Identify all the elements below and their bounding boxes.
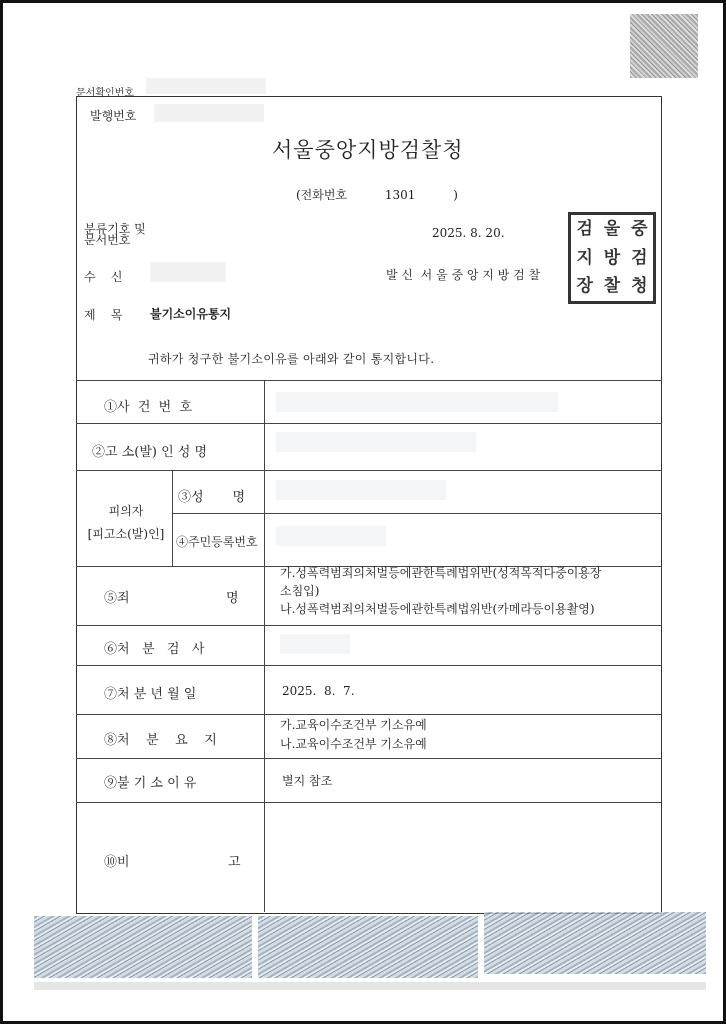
case-info-redaction <box>276 392 558 412</box>
non-indictment-reason-label: ⑨불 기 소 이 유 <box>104 776 197 791</box>
summary-line: 가.교육이수조건부 기소유예 <box>280 718 427 732</box>
disposition-summary-label: ⑧처 분 요 지 <box>104 733 217 748</box>
charge-label-end: 명 <box>226 591 239 606</box>
table-rule <box>76 758 662 759</box>
agency-title: 서울중앙지방검찰청 <box>272 138 464 162</box>
seal-char: 검 <box>576 219 593 239</box>
prosecutor-redaction <box>280 634 350 654</box>
seal-char: 청 <box>631 276 648 297</box>
table-column-divider <box>172 470 173 566</box>
seal-char: 지 <box>576 247 593 268</box>
suspect-group-label <box>84 502 168 542</box>
corner-seal-image <box>630 14 698 78</box>
rrn-label: ④주민등록번호 <box>176 535 258 549</box>
bottom-scan-strip-right <box>484 912 706 974</box>
charge-line: 가.성폭력범죄의처벌등에관한특례법위반(성적목적다중이용장 <box>280 566 602 580</box>
table-rule <box>76 423 662 424</box>
table-rule <box>76 625 662 626</box>
sender-line: 발 신 서 울 중 앙 지 방 검 찰 <box>386 268 541 282</box>
suspect-name-label: ③성 명 <box>178 490 246 505</box>
charge-line: 소침입) <box>280 584 320 598</box>
recipient-label: 수 신 <box>84 270 123 284</box>
seal-char: 검 <box>631 247 648 268</box>
seal-char: 울 <box>603 219 621 239</box>
rrn-redaction <box>276 526 386 546</box>
phone-label: (전화번호 <box>296 188 348 202</box>
case-no-label: ①사 건 번 호 <box>104 400 193 415</box>
seal-char: 방 <box>603 247 621 268</box>
table-rule <box>76 380 662 381</box>
doc-check-redaction <box>146 78 266 94</box>
charge-line: 나.성폭력범죄의처벌등에관한특례법위반(카메라등이용촬영) <box>280 602 595 616</box>
classification-label-line1: 분류기호 및 <box>84 222 146 236</box>
bottom-scan-strip-middle <box>258 916 478 978</box>
table-rule <box>172 513 662 514</box>
suspect-label: 피의자 <box>108 504 144 518</box>
charge-value <box>280 564 601 618</box>
phone-close: ) <box>453 188 458 202</box>
classification-label-line2: 문서번호 <box>84 233 131 247</box>
complainant-label: ②고 소(발) 인 성 명 <box>92 445 208 460</box>
subject-label: 제 목 <box>84 308 123 322</box>
disposition-date-label: ⑦처 분 년 월 일 <box>104 687 197 702</box>
charge-label: ⑤죄 <box>104 591 130 606</box>
bottom-scan-strip-left <box>34 916 252 978</box>
issue-no-redaction <box>154 104 264 122</box>
doc-check-label: 문서확인번호 <box>76 88 134 99</box>
recipient-redaction <box>150 262 226 282</box>
table-rule <box>76 714 662 715</box>
table-rule <box>76 665 662 666</box>
table-column-divider <box>264 380 265 912</box>
seal-char: 찰 <box>603 276 621 297</box>
remarks-label-end: 고 <box>228 855 241 870</box>
official-seal <box>568 212 656 304</box>
bottom-scan-line <box>34 982 706 990</box>
suspect-name-redaction <box>276 480 446 500</box>
non-indictment-reason-value: 별지 참조 <box>282 774 333 788</box>
phone-number: 1301 <box>384 188 416 202</box>
intro-text: 귀하가 청구한 불기소이유를 아래와 같이 통지합니다. <box>148 352 435 366</box>
prosecutor-label: ⑥처 분 검 사 <box>104 642 205 657</box>
complainant-redaction <box>276 432 476 452</box>
notice-date: 2025. 8. 20. <box>432 226 505 240</box>
issue-no-label: 발행번호 <box>90 109 137 123</box>
seal-char: 장 <box>576 276 593 297</box>
classification-label <box>84 224 146 246</box>
table-rule <box>76 470 662 471</box>
phone-line <box>296 186 458 203</box>
subject-value: 불기소이유통지 <box>150 307 232 321</box>
suspect-sub-label: [피고소(발)인] <box>87 527 165 541</box>
table-rule <box>76 802 662 803</box>
disposition-summary-value <box>280 716 427 754</box>
disposition-date-value: 2025. 8. 7. <box>282 684 355 698</box>
summary-line: 나.교육이수조건부 기소유예 <box>280 737 427 751</box>
seal-char: 중 <box>631 219 648 239</box>
remarks-label: ⑩비 <box>104 855 130 870</box>
